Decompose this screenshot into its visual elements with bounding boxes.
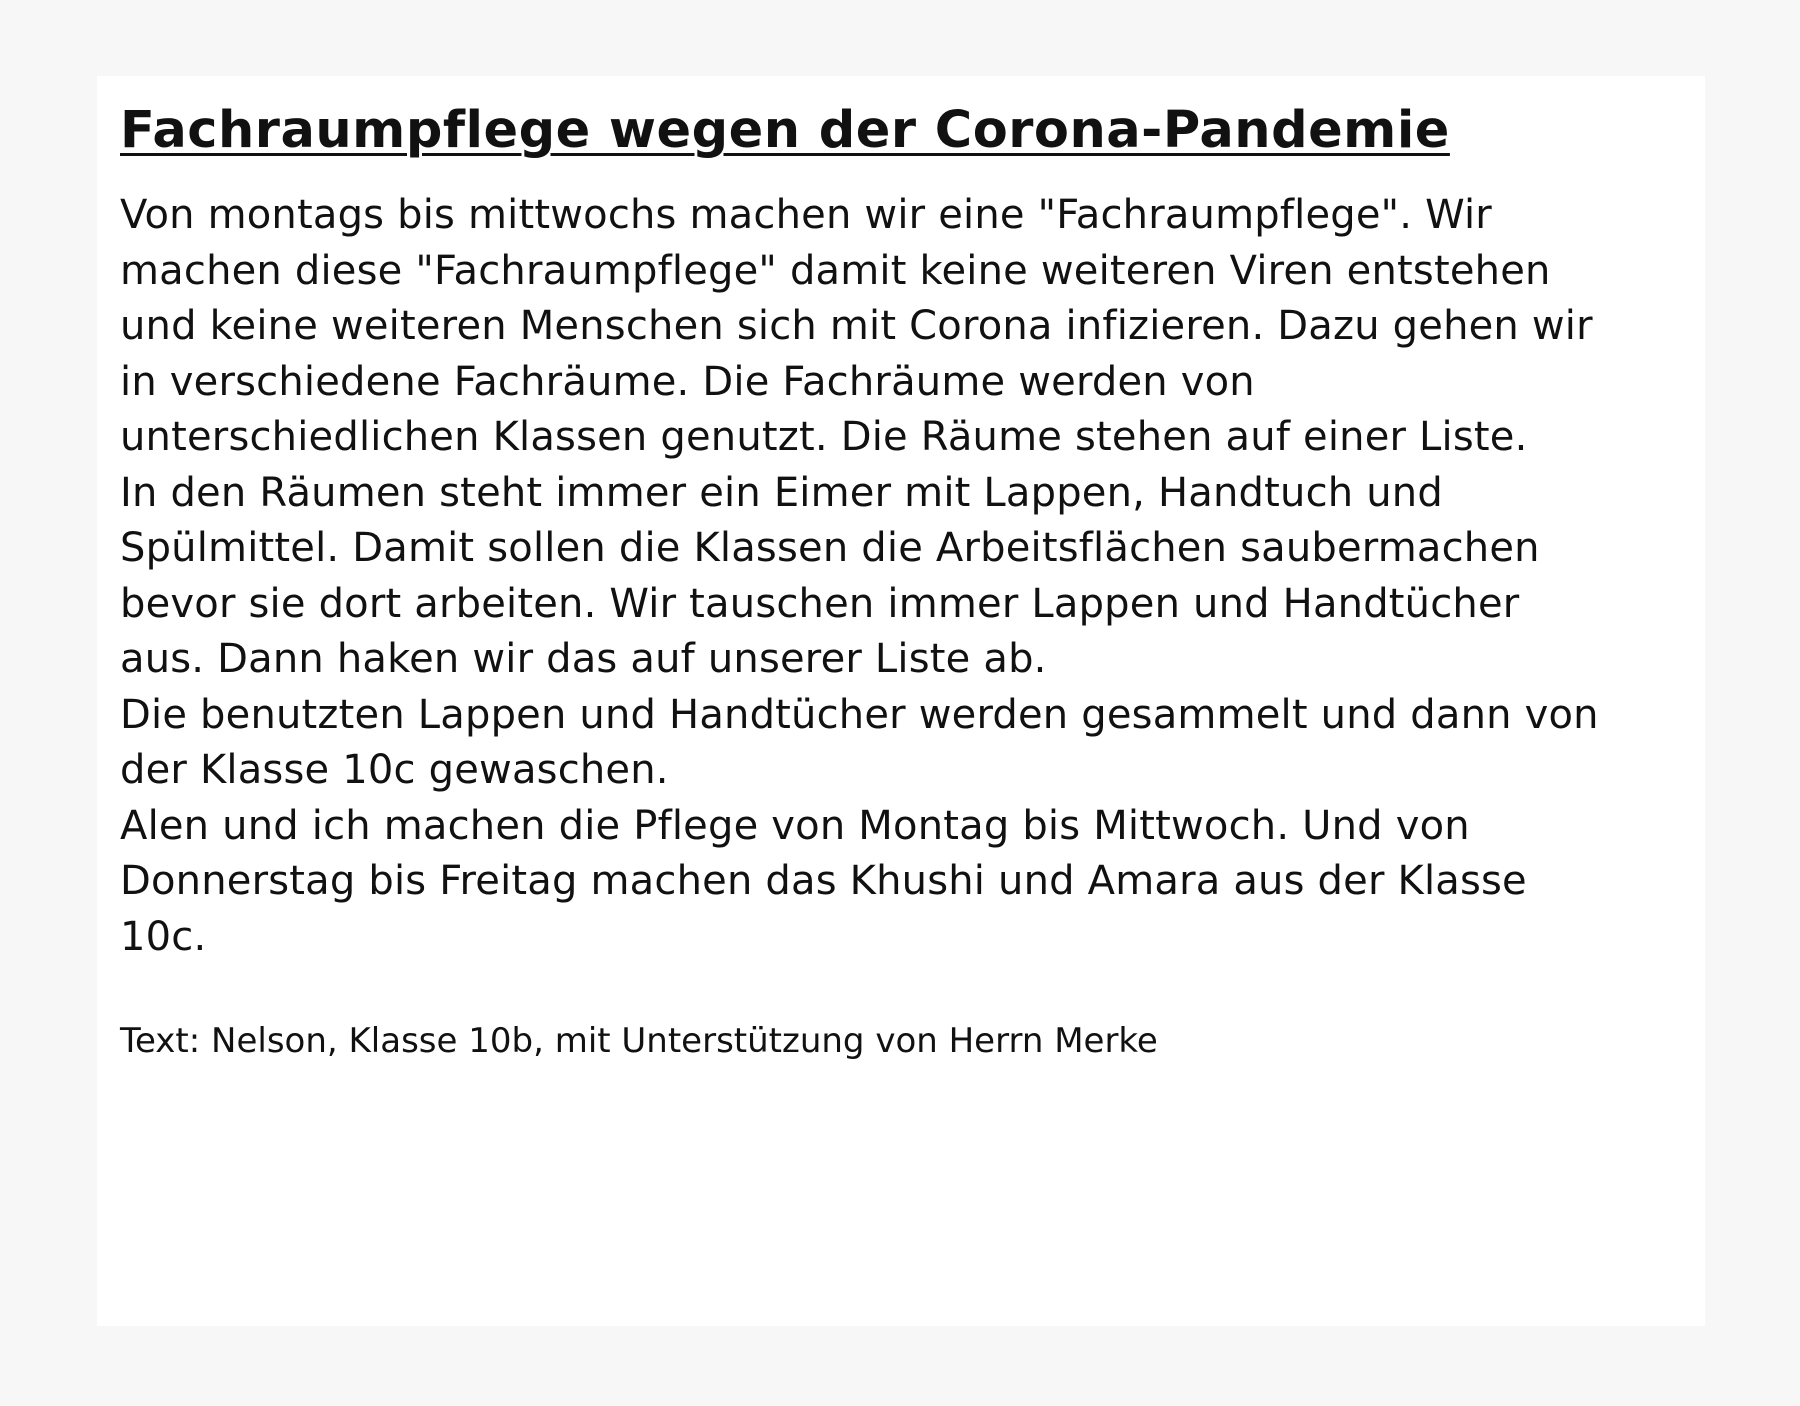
text-line: Donnerstag bis Freitag machen das Khushi und Amara aus der Klasse	[120, 858, 1527, 904]
document-page	[97, 76, 1705, 1326]
document-body	[120, 188, 1690, 965]
text-line: Von montags bis mittwochs machen wir eine "Fachraumpflege". Wir	[120, 192, 1492, 238]
paragraph-4	[120, 799, 1690, 966]
text-line: aus. Dann haken wir das auf unserer Liste ab.	[120, 636, 1047, 682]
text-line: unterschiedlichen Klassen genutzt. Die Räume stehen auf einer Liste.	[120, 414, 1528, 460]
text-line: und keine weiteren Menschen sich mit Corona infizieren. Dazu gehen wir	[120, 303, 1593, 349]
paragraph-3	[120, 688, 1690, 799]
paragraph-2	[120, 466, 1690, 688]
text-line: machen diese "Fachraumpflege" damit keine weiteren Viren entstehen	[120, 247, 1551, 294]
text-line: 10c.	[120, 913, 207, 960]
text-line: Spülmittel. Damit sollen die Klassen die Arbeitsflächen saubermachen	[120, 525, 1540, 571]
text-line: Die benutzten Lappen und Handtücher werden gesammelt und dann von	[120, 691, 1599, 738]
author-credit: Text: Nelson, Klasse 10b, mit Unterstützung von Herrn Merke	[120, 1021, 1158, 1061]
text-line: Alen und ich machen die Pflege von Montag bis Mittwoch. Und von	[120, 802, 1470, 849]
text-line: in verschiedene Fachräume. Die Fachräume werden von	[120, 358, 1255, 405]
text-line: der Klasse 10c gewaschen.	[120, 747, 669, 793]
text-line: In den Räumen steht immer ein Eimer mit Lappen, Handtuch und	[120, 469, 1443, 516]
text-line: bevor sie dort arbeiten. Wir tauschen immer Lappen und Handtücher	[120, 580, 1520, 627]
paragraph-1	[120, 188, 1690, 466]
document-title: Fachraumpflege wegen der Corona-Pandemie	[120, 101, 1450, 160]
document-content	[120, 98, 1690, 1062]
